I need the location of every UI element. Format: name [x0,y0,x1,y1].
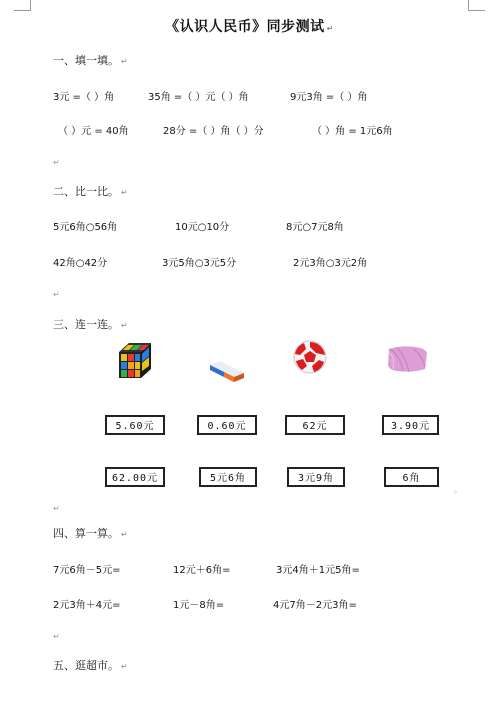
section-3-heading-text: 三、连一连。 [53,318,119,331]
paragraph-mark: ↵ [121,530,128,539]
rubiks-cube-image [115,340,157,382]
towel-image [385,343,429,375]
compare-item: 5元6角○56角 [53,222,118,233]
document-title [0,16,499,36]
fill-item: （ ）元 = 40角 [58,126,129,137]
fill-item: 28分 =（ ）角（ ）分 [163,126,264,137]
calc-item: 3元4角＋1元5角= [276,565,360,576]
section-4-heading [53,525,128,541]
price-tag: 62.00元 [105,467,165,487]
paragraph-mark: ↵ [53,158,60,167]
section-4-heading-text: 四、算一算。 [53,527,119,540]
fill-item: （ ）角 = 1元6角 [312,126,393,137]
eraser-image [206,355,246,385]
section-5-heading-text: 五、逛超市。 [53,659,119,672]
paragraph-mark: ↵ [121,57,128,66]
soccer-ball-image [292,339,328,375]
section-5-heading [53,657,128,673]
paragraph-mark: ↵ [53,504,60,513]
fill-item: 9元3角 =（ ）角 [290,92,368,103]
section-2-heading-text: 二、比一比。 [53,185,119,198]
title-text: 《认识人民币》同步测试 [165,19,325,35]
paragraph-mark: ↵ [53,632,60,641]
section-1-heading-text: 一、填一填。 [53,54,119,67]
price-tag: 5.60元 [105,415,165,435]
page-corner-mark [468,0,485,11]
fill-item: 3元 =（ ）角 [53,92,115,103]
calc-item: 4元7角－2元3角= [273,600,357,611]
calc-item: 12元＋6角= [173,565,231,576]
compare-item: 2元3角○3元2角 [293,258,368,269]
calc-item: 1元－8角= [173,600,225,611]
compare-item: 3元5角○3元5分 [162,258,237,269]
price-tag: 62元 [285,415,345,435]
paragraph-mark: ↵ [53,290,60,299]
paragraph-mark: ↵ [121,321,128,330]
price-tag: 5元6角 [199,467,257,487]
calc-item: 2元3角＋4元= [53,600,121,611]
section-2-heading [53,183,128,199]
price-tag: 3.90元 [382,415,439,435]
paragraph-mark: ↵ [121,188,128,197]
price-tag: 3元9角 [287,467,345,487]
paragraph-mark: ↵ [326,24,334,33]
price-tag: 6角 [384,467,439,487]
compare-item: 8元○7元8角 [286,222,344,233]
paragraph-mark: ↵ [121,662,128,671]
compare-item: 42角○42分 [53,258,108,269]
calc-item: 7元6角－5元= [53,565,121,576]
compare-item: 10元○10分 [175,222,230,233]
paragraph-mark: 。 [454,485,462,494]
section-1-heading [53,52,128,68]
fill-item: 35角 =（ ）元（ ）角 [148,92,249,103]
price-tag: 0.60元 [197,415,257,435]
page-corner-mark [14,0,31,11]
section-3-heading [53,316,128,332]
